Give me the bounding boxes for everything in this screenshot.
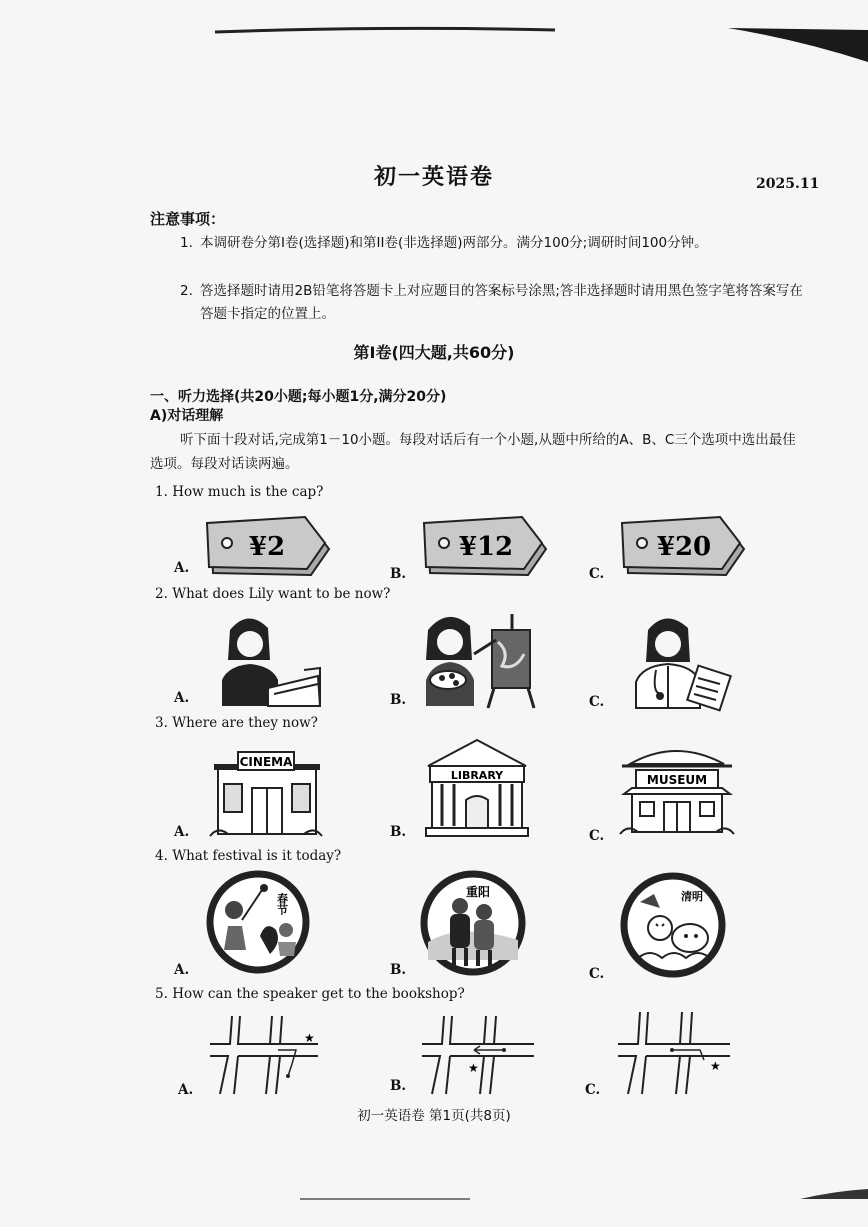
map-icon — [420, 1014, 536, 1096]
question-text: What festival is it today? — [172, 848, 342, 864]
qingming-festival-icon — [620, 872, 726, 978]
price-label: ¥12 — [458, 532, 514, 562]
section-title: 一、听力选择(共20小题;每小题1分,满分20分) — [150, 389, 447, 405]
scan-top-line — [0, 0, 868, 60]
map-icon — [616, 1010, 732, 1096]
option-letter: B. — [390, 962, 407, 978]
question-number: 1. — [155, 484, 168, 500]
svg-text:★: ★ — [304, 1031, 315, 1045]
option-letter: C. — [585, 1082, 601, 1098]
svg-text:★: ★ — [710, 1059, 721, 1073]
notice-item — [180, 232, 808, 255]
building-sign: LIBRARY — [450, 769, 504, 782]
painter-icon — [420, 608, 535, 708]
option-letter: C. — [589, 828, 605, 844]
option-letter: B. — [390, 824, 407, 840]
notice-item-number: 1. — [180, 235, 193, 251]
library-icon — [424, 738, 530, 840]
pianist-icon — [208, 610, 323, 708]
building-sign: CINEMA — [239, 755, 293, 769]
question-2 — [155, 586, 390, 602]
question-text: How much is the cap? — [172, 484, 324, 500]
option-letter: B. — [390, 692, 407, 708]
svg-text:★: ★ — [468, 1061, 479, 1075]
option-letter: C. — [589, 694, 605, 710]
question-text: How can the speaker get to the bookshop? — [172, 986, 465, 1002]
option-letter: A. — [174, 824, 190, 840]
map-icon — [208, 1014, 320, 1096]
museum-icon — [618, 744, 736, 842]
notice-item-text: 本调研卷分第I卷(选择题)和第II卷(非选择题)两部分。满分100分;调研时间100分钟。 — [200, 235, 708, 251]
exam-date: 2025.11 — [756, 176, 820, 192]
question-text: What does Lily want to be now? — [172, 586, 391, 602]
festival-label: 清明 — [681, 890, 703, 903]
part-title: 第I卷(四大题,共60分) — [353, 343, 515, 362]
question-5 — [155, 986, 465, 1002]
price-label: ¥20 — [656, 532, 712, 562]
option-letter: A. — [178, 1082, 194, 1098]
option-letter: B. — [390, 1078, 407, 1094]
question-number: 3. — [155, 715, 168, 731]
option-letter: C. — [589, 966, 605, 982]
section-instruction: 听下面十段对话,完成第1－10小题。每段对话后有一个小题,从题中所给的A、B、C三个选项中选出最佳选项。每段对话读两遍。 — [150, 432, 796, 472]
doctor-icon — [626, 608, 736, 708]
subsection-title: A)对话理解 — [150, 408, 224, 424]
page-footer: 初一英语卷 第1页(共8页) — [357, 1108, 511, 1124]
price-tag-icon — [620, 515, 750, 581]
spring-festival-icon — [206, 870, 310, 974]
question-number: 5. — [155, 986, 168, 1002]
question-number: 2. — [155, 586, 168, 602]
question-text: Where are they now? — [172, 715, 318, 731]
price-label: ¥2 — [248, 532, 286, 562]
option-letter: B. — [390, 566, 407, 582]
cinema-icon — [208, 744, 323, 840]
double-ninth-festival-icon — [420, 870, 526, 976]
notice-heading: 注意事项： — [150, 210, 226, 228]
price-tag-icon — [205, 515, 335, 581]
festival-label: 重阳 — [465, 885, 491, 899]
option-letter: A. — [174, 560, 190, 576]
notice-item-number: 2. — [180, 283, 193, 299]
question-3 — [155, 715, 318, 731]
price-tag-icon — [422, 515, 552, 581]
notice-item — [180, 280, 808, 326]
page-title: 初一英语卷 — [373, 165, 494, 190]
option-letter: A. — [174, 690, 190, 706]
question-4 — [155, 848, 341, 864]
option-letter: A. — [174, 962, 190, 978]
notice-item-text: 答选择题时请用2B铅笔将答题卡上对应题目的答案标号涂黑;答非选择题时请用黑色签字笔将答案写在答题卡指定的位置上。 — [200, 283, 803, 322]
building-sign: MUSEUM — [646, 773, 708, 787]
option-letter: C. — [589, 566, 605, 582]
festival-label: 春节 — [275, 893, 289, 915]
scan-bottom-mark — [0, 1185, 868, 1227]
question-1 — [155, 484, 323, 500]
question-number: 4. — [155, 848, 168, 864]
